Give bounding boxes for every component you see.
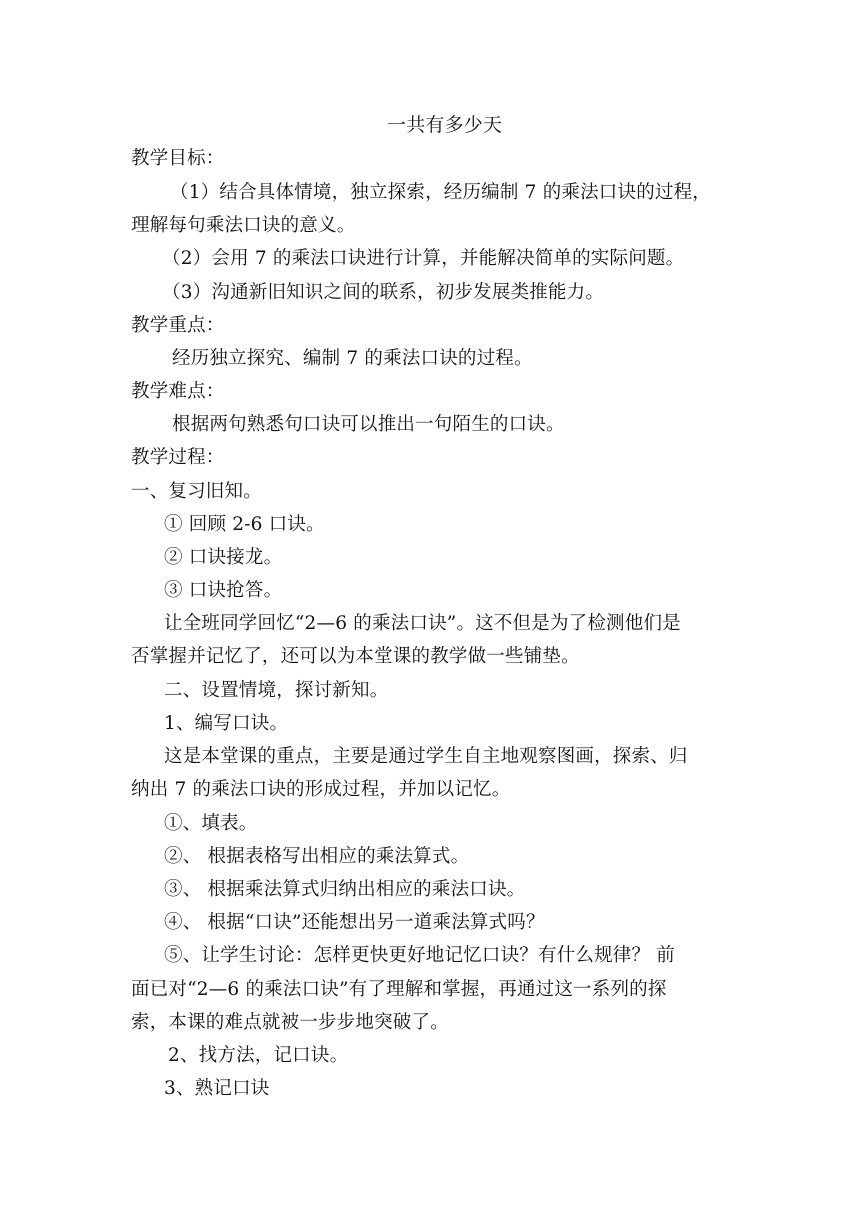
step-5-line-3: 索，本课的难点就被一步步地突破了。 xyxy=(131,1012,449,1033)
step-1: ①、填表。 xyxy=(164,813,258,834)
section-2-paragraph-line-1: 这是本堂课的重点，主要是通过学生自主地观察图画，探索、归 xyxy=(164,746,688,767)
objective-1-line-1: （1）结合具体情境，独立探索，经历编制 7 的乘法口诀的过程， xyxy=(170,182,712,203)
objective-3: （3）沟通新旧知识之间的联系，初步发展类推能力。 xyxy=(162,282,605,303)
section-1-item-3: ③ 口诀抢答。 xyxy=(164,580,283,601)
step-5-line-2: 面已对“2—6 的乘法口诀”有了理解和掌握，再通过这一系列的探 xyxy=(131,979,667,1000)
difficulty-heading: 教学难点： xyxy=(131,381,225,402)
process-heading: 教学过程： xyxy=(131,447,225,468)
step-2: ②、 根据表格写出相应的乘法算式。 xyxy=(164,846,470,867)
key-point-text: 经历独立探究、编制 7 的乘法口诀的过程。 xyxy=(172,348,533,369)
section-2-heading: 二、设置情境，探讨新知。 xyxy=(164,680,389,701)
objectives-heading: 教学目标： xyxy=(131,148,225,169)
step-4: ④、 根据“口诀”还能想出另一道乘法算式吗？ xyxy=(164,912,545,933)
difficulty-text: 根据两句熟悉句口诀可以推出一句陌生的口诀。 xyxy=(172,414,565,435)
section-1-item-2: ② 口诀接龙。 xyxy=(164,547,283,568)
section-2-sub-2: 2、找方法，记口诀。 xyxy=(168,1045,349,1066)
objective-2: （2）会用 7 的乘法口诀进行计算，并能解决简单的实际问题。 xyxy=(162,248,685,269)
section-2-sub-1: 1、编写口诀。 xyxy=(164,713,289,734)
step-5-line-1: ⑤、让学生讨论：怎样更快更好地记忆口诀？有什么规律？ 前 xyxy=(164,945,675,966)
key-point-heading: 教学重点： xyxy=(131,315,225,336)
section-1-item-1: ① 回顾 2-6 口诀。 xyxy=(164,514,325,535)
section-2-sub-3: 3、熟记口诀 xyxy=(164,1078,270,1099)
section-1-paragraph-line-1: 让全班同学回忆“2—6 的乘法口诀”。这不但是为了检测他们是 xyxy=(164,613,681,634)
objective-1-line-2: 理解每句乘法口诀的意义。 xyxy=(131,215,356,236)
section-1-paragraph-line-2: 否掌握并记忆了，还可以为本堂课的教学做一些铺垫。 xyxy=(131,646,580,667)
section-1-heading: 一、复习旧知。 xyxy=(131,481,262,502)
step-3: ③、 根据乘法算式归纳出相应的乘法口诀。 xyxy=(164,879,526,900)
document-title: 一共有多少天 xyxy=(387,114,503,136)
section-2-paragraph-line-2: 纳出 7 的乘法口诀的形成过程，并加以记忆。 xyxy=(131,779,511,800)
